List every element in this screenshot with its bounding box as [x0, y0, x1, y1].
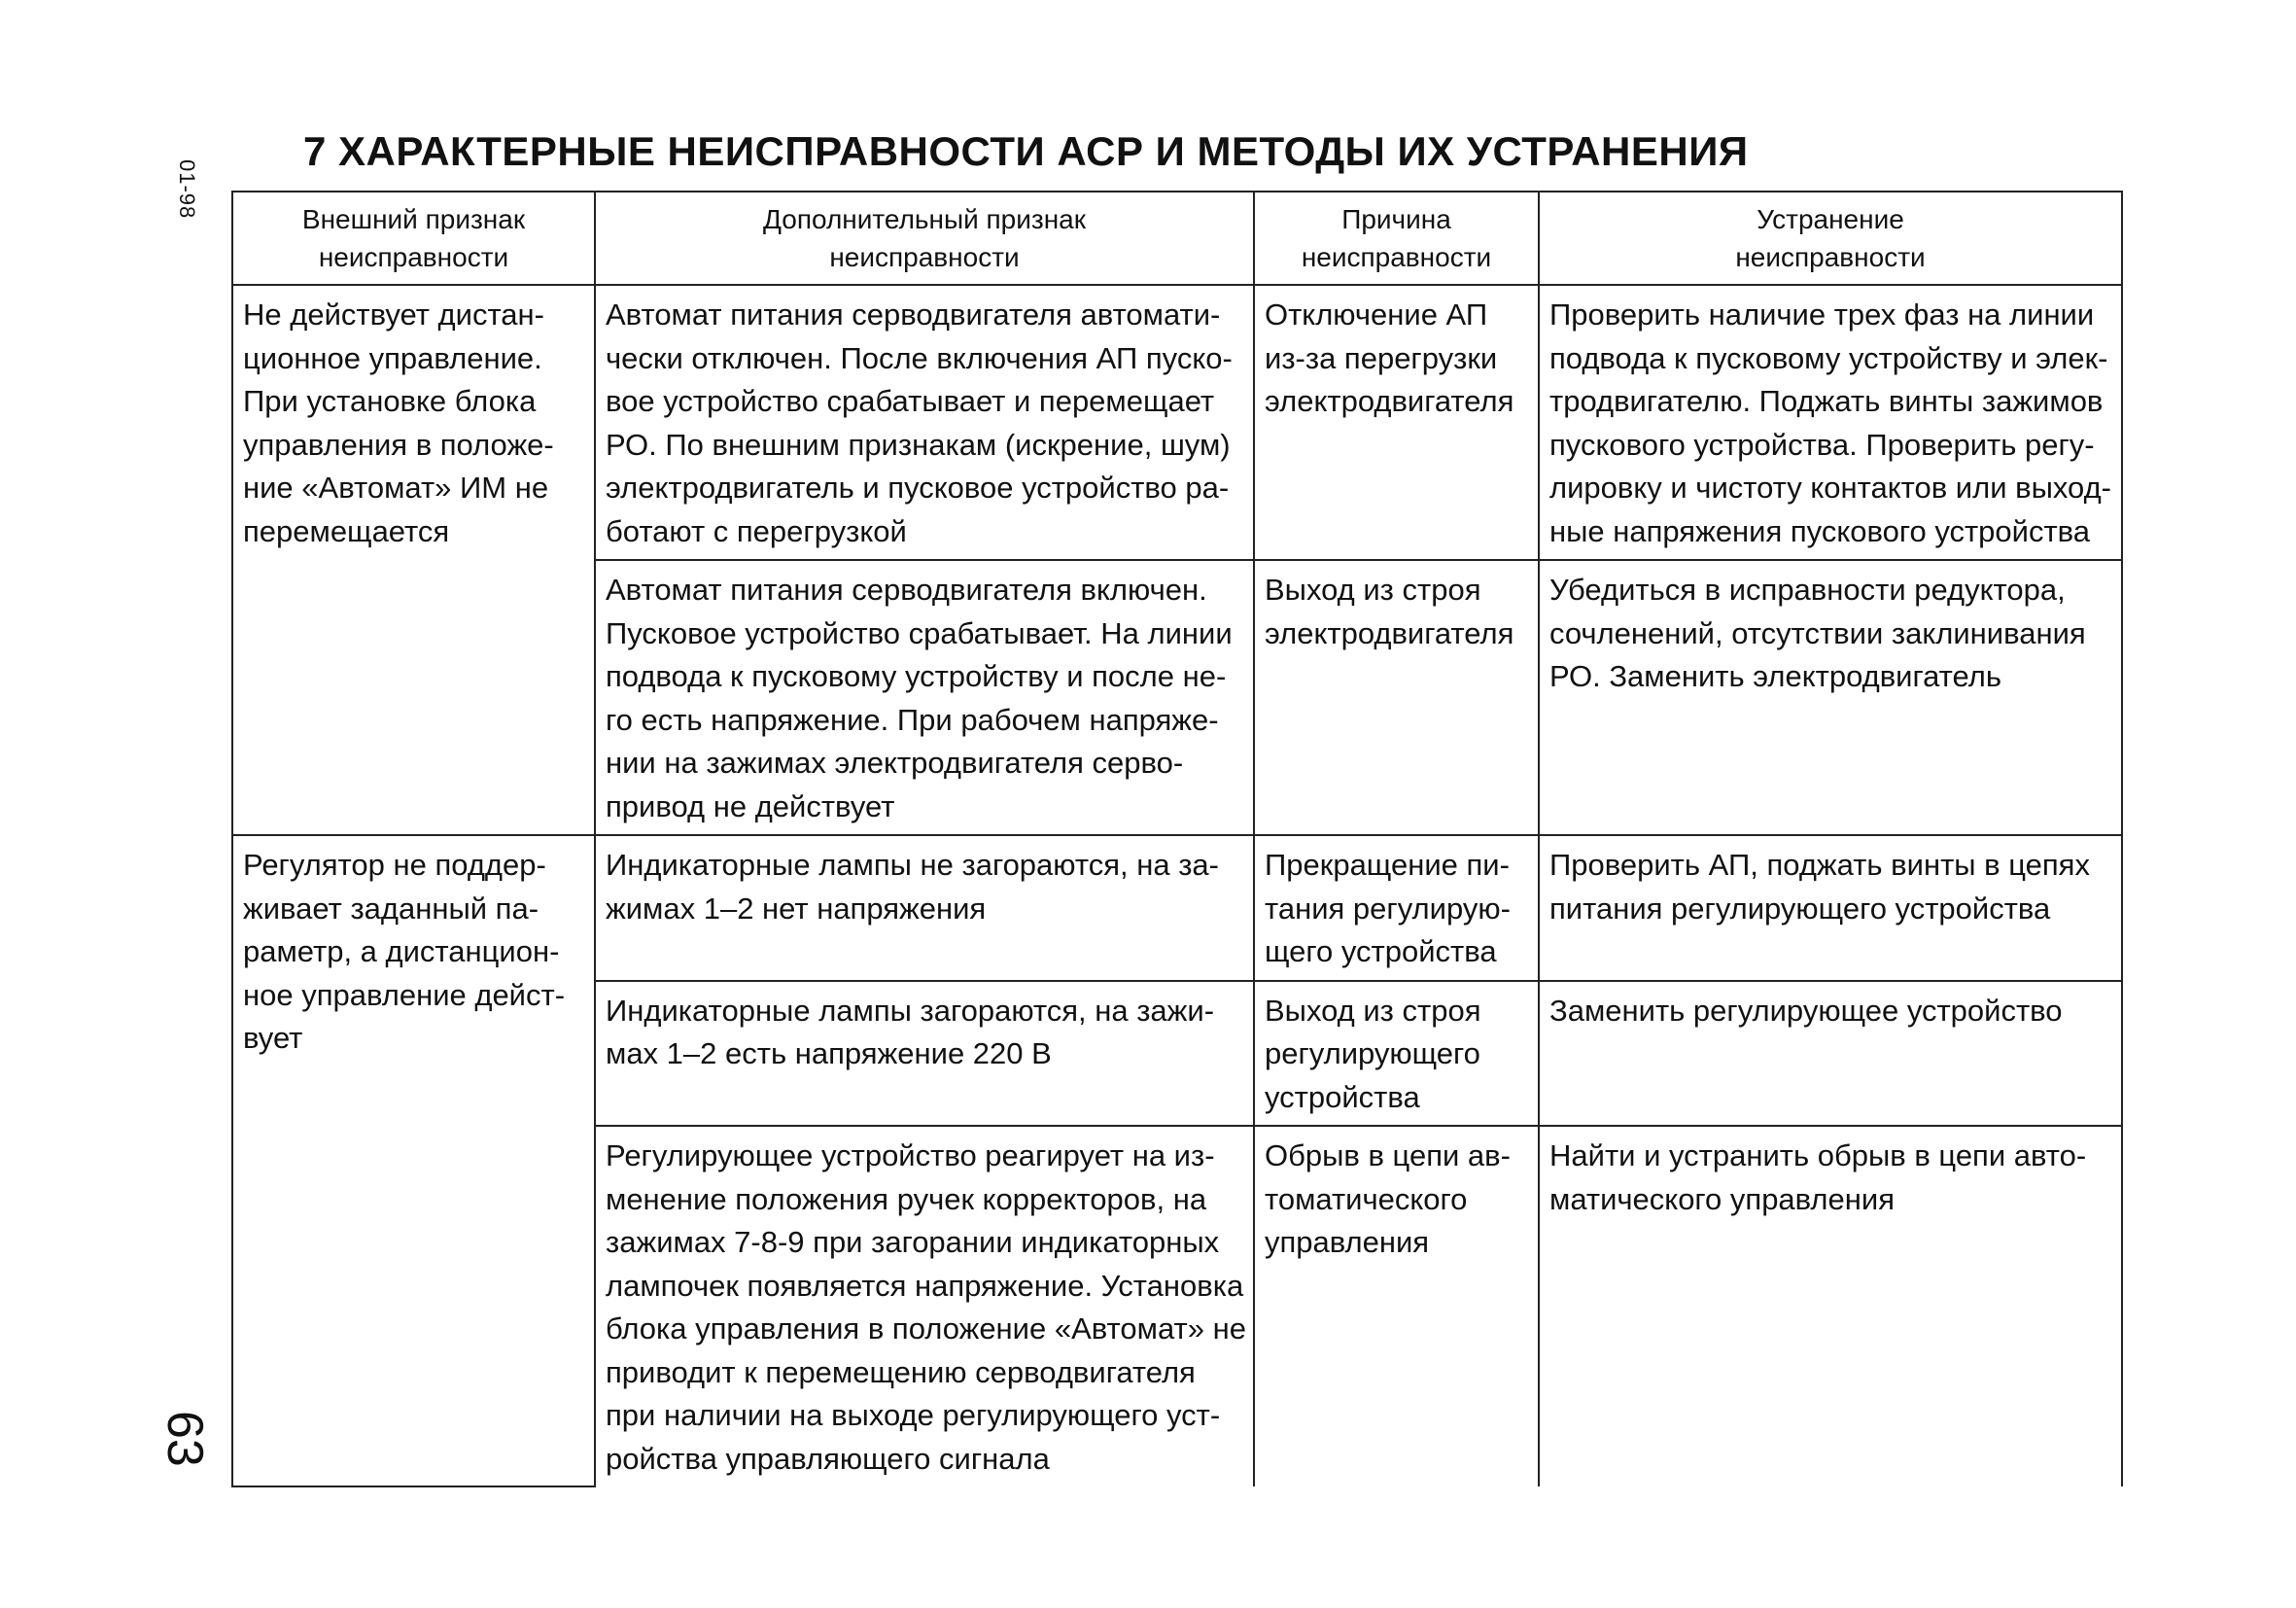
cell-text-line: Выход из строя [1265, 573, 1481, 607]
cell-text-line: Проверить АП, поджать винты в цепях [1549, 848, 2090, 882]
cell-text-line: пускового устройства. Проверить регу- [1549, 427, 2095, 462]
additional-sign-cell [595, 981, 1254, 1127]
cell-text-line: мах 1–2 есть напряжение 220 В [606, 1036, 1052, 1070]
cell-text-line: ное управление дейст- [243, 977, 566, 1012]
cell-text-line: тродвигателю. Поджать винты зажимов [1549, 384, 2104, 418]
cell-text-line: раметр, а дистанцион- [243, 934, 560, 968]
additional-sign-cell [595, 1126, 1254, 1486]
cell-text-line: блока управления в положение «Автомат» не [606, 1311, 1246, 1346]
cell-text-line: чески отключен. После включения АП пуско- [606, 340, 1233, 375]
cell-text-line: ройства управляющего сигнала [606, 1441, 1050, 1476]
table-row [232, 835, 2122, 981]
cell-text-line: привод не действует [606, 788, 895, 823]
cell-text-line: лампочек появляется напряжение. Установка [606, 1268, 1244, 1303]
cell-text-line: Индикаторные лампы не загораются, на за- [606, 848, 1219, 882]
page-number: 63 [157, 1411, 213, 1467]
cause-cell [1254, 981, 1539, 1127]
fix-cell [1539, 981, 2122, 1127]
header-line: неисправности [318, 242, 509, 272]
cell-text-line: нии на зажимах электродвигателя серво- [606, 746, 1184, 780]
cell-text-line: электродвигатель и пусковое устройство ра- [606, 471, 1230, 505]
cell-text-line: ционное управление. [243, 340, 542, 375]
cell-text-line: матического управления [1549, 1181, 1895, 1216]
cell-text-line: подвода к пусковому устройству и элек- [1549, 340, 2108, 375]
fix-cell [1539, 835, 2122, 981]
cause-cell [1254, 1126, 1539, 1486]
additional-sign-cell [595, 285, 1254, 560]
header-fix [1539, 192, 2122, 285]
cause-cell [1254, 835, 1539, 981]
cell-text-line: Заменить регулирующее устройство [1549, 993, 2063, 1028]
external-sign-cell [232, 835, 595, 1486]
header-external-sign [232, 192, 595, 285]
cell-text-line: регулирующего [1265, 1036, 1480, 1070]
cell-text-line: перемещается [243, 513, 450, 548]
cell-text-line: живает заданный па- [243, 891, 539, 926]
cell-text-line: электродвигателя [1265, 615, 1514, 650]
cell-text-line: Выход из строя [1265, 993, 1481, 1028]
table-body [232, 285, 2122, 1486]
cell-text-line: Обрыв в цепи ав- [1265, 1138, 1511, 1172]
header-line: Дополнительный признак [763, 204, 1086, 234]
cell-text-line: сочленений, отсутствии заклинивания [1549, 615, 2086, 650]
cell-text-line: электродвигателя [1265, 384, 1514, 418]
cell-text-line: управления [1265, 1225, 1430, 1259]
cell-text-line: ботают с перегрузкой [606, 513, 907, 548]
cell-text-line: ные напряжения пускового устройства [1549, 513, 2091, 548]
header-line: Устранение [1757, 204, 1904, 234]
table-header-row [232, 192, 2122, 285]
cell-text-line: Индикаторные лампы загораются, на зажи- [606, 993, 1215, 1028]
cause-cell [1254, 285, 1539, 560]
additional-sign-cell [595, 835, 1254, 981]
cell-text-line: подвода к пусковому устройству и после не- [606, 659, 1227, 693]
additional-sign-cell [595, 560, 1254, 835]
cell-text-line: Автомат питания серводвигателя автомати- [606, 297, 1221, 332]
cell-text-line: питания регулирующего устройства [1549, 891, 2051, 926]
cell-text-line: жимах 1–2 нет напряжения [606, 891, 987, 926]
cell-text-line: томатического [1265, 1181, 1468, 1216]
cell-text-line: вует [243, 1021, 303, 1055]
cell-text-line: Автомат питания серводвигателя включен. [606, 573, 1207, 607]
cell-text-line: Убедиться в исправности редуктора, [1549, 573, 2066, 607]
page-title: 7 ХАРАКТЕРНЫЕ НЕИСПРАВНОСТИ АСР И МЕТОДЫ ИХ УСТРАНЕНИЯ [303, 128, 1749, 174]
cell-text-line: Не действует дистан- [243, 297, 544, 332]
cell-text-line: Регулятор не поддер- [243, 848, 546, 882]
cell-text-line: менение положения ручек корректоров, на [606, 1181, 1207, 1216]
cell-text-line: Пусковое устройство срабатывает. На линии [606, 615, 1233, 650]
header-line: неисправности [1735, 242, 1926, 272]
cell-text-line: вое устройство срабатывает и перемещает [606, 384, 1215, 418]
cell-text-line: РО. По внешним признакам (искрение, шум) [606, 427, 1231, 462]
cell-text-line: ние «Автомат» ИМ не [243, 471, 549, 505]
document-code: 01-98 [175, 159, 199, 220]
cell-text-line: при наличии на выходе регулирующего уст- [606, 1398, 1221, 1432]
header-cause [1254, 192, 1539, 285]
cell-text-line: из-за перегрузки [1265, 340, 1498, 375]
cell-text-line: Прекращение пи- [1265, 848, 1510, 882]
cell-text-line: Найти и устранить обрыв в цепи авто- [1549, 1138, 2087, 1172]
external-sign-cell [232, 285, 595, 835]
header-line: неисправности [829, 242, 1020, 272]
table-row [232, 285, 2122, 560]
cell-text-line: устройства [1265, 1079, 1420, 1114]
cell-text-line: щего устройства [1265, 934, 1497, 968]
cell-text-line: лировку и чистоту контактов или выход- [1549, 471, 2111, 505]
cell-text-line: РО. Заменить электродвигатель [1549, 659, 2001, 693]
cell-text-line: управления в положе- [243, 427, 554, 462]
fix-cell [1539, 285, 2122, 560]
header-line: Внешний признак [301, 204, 526, 234]
cell-text-line: го есть напряжение. При рабочем напряже- [606, 702, 1219, 737]
faults-table [231, 191, 2123, 1487]
header-line: неисправности [1301, 242, 1492, 272]
cause-cell [1254, 560, 1539, 835]
fix-cell [1539, 560, 2122, 835]
cell-text-line: зажимах 7-8-9 при загорании индикаторных [606, 1225, 1220, 1259]
cell-text-line: Регулирующее устройство реагирует на из- [606, 1138, 1215, 1172]
fix-cell [1539, 1126, 2122, 1486]
header-line: Причина [1341, 204, 1451, 234]
cell-text-line: При установке блока [243, 384, 537, 418]
cell-text-line: Отключение АП [1265, 297, 1488, 332]
cell-text-line: Проверить наличие трех фаз на линии [1549, 297, 2095, 332]
cell-text-line: приводит к перемещению серводвигателя [606, 1354, 1196, 1389]
cell-text-line: тания регулирую- [1265, 891, 1511, 926]
header-additional-sign [595, 192, 1254, 285]
